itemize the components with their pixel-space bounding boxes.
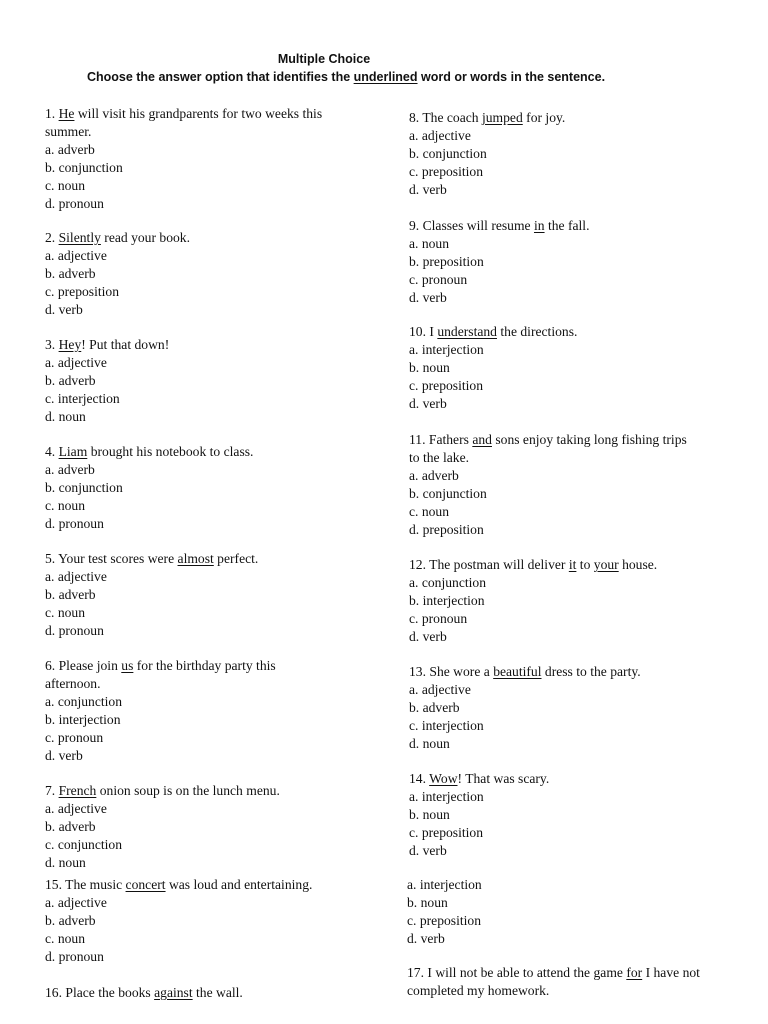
answer-option: b. interjection (45, 711, 121, 727)
answer-option: c. preposition (407, 912, 481, 928)
answer-option: c. pronoun (409, 610, 468, 626)
underlined-word: He (58, 106, 75, 121)
answer-option: a. adjective (45, 800, 107, 816)
answer-option: d. noun (45, 854, 86, 870)
underlined-word: against (154, 985, 193, 1000)
answer-option: a. adverb (45, 141, 95, 157)
answer-option: b. conjunction (45, 159, 123, 175)
answer-option: d. verb (409, 842, 447, 858)
stem-text: for joy. (522, 110, 566, 125)
answer-option: d. pronoun (45, 515, 104, 531)
stem-text: the directions. (496, 324, 578, 339)
underlined-word: beautiful (493, 664, 542, 679)
stem-text: for the birthday party this afternoon. (45, 658, 276, 691)
question-q4 (45, 443, 375, 533)
answer-option: c. preposition (409, 163, 483, 179)
question-stem (45, 984, 375, 1002)
answer-option: d. verb (409, 289, 447, 305)
answer-option: b. preposition (409, 253, 484, 269)
answer-option: b. adverb (45, 818, 96, 834)
answer-option: d. verb (409, 395, 447, 411)
answer-option: a. adjective (409, 127, 471, 143)
question-q10 (409, 323, 739, 413)
answer-option: a. interjection (407, 877, 482, 892)
question-q7 (45, 782, 375, 872)
answer-option: b. adverb (45, 912, 96, 928)
answer-option: c. noun (45, 177, 86, 193)
stem-text: 3. (45, 337, 59, 352)
answer-option: b. noun (409, 806, 450, 822)
underlined-word: for (626, 965, 643, 980)
underlined-word: Liam (58, 444, 88, 459)
answer-option: b. conjunction (409, 145, 487, 161)
answer-option: a. interjection (409, 788, 484, 804)
answer-option: d. verb (409, 181, 447, 197)
question-stem (409, 217, 739, 235)
question-stem (409, 556, 739, 574)
question-stem (45, 229, 375, 247)
answer-option: b. noun (409, 359, 450, 375)
stem-text: brought his notebook to class. (87, 444, 254, 459)
underlined-word: in (533, 218, 545, 233)
question-q3 (45, 336, 375, 426)
stem-text: the fall. (544, 218, 590, 233)
answer-option: d. noun (45, 408, 86, 424)
underlined-word: French (58, 783, 97, 798)
stem-text: 14. (409, 771, 430, 786)
question-stem (45, 443, 375, 461)
answer-option: d. pronoun (45, 948, 104, 964)
answer-option: d. verb (409, 628, 447, 644)
instructions-text-1: Choose the answer option that identifies the (86, 70, 354, 84)
answer-option: a. conjunction (45, 693, 123, 709)
question-stem (45, 550, 375, 568)
question-q17 (407, 964, 727, 1000)
question-stem (45, 657, 320, 693)
question-q9 (409, 217, 739, 307)
stem-text: 1. (45, 106, 59, 121)
answer-option: c. noun (409, 503, 450, 519)
underlined-word: it (568, 557, 577, 572)
answer-option: a. adjective (45, 568, 107, 584)
answer-option: c. interjection (45, 390, 120, 406)
stem-text: 11. Fathers (409, 432, 473, 447)
question-q6 (45, 657, 320, 764)
question-q2 (45, 229, 375, 319)
stem-text: ! That was scary. (457, 771, 550, 786)
stem-text: house. (618, 557, 658, 572)
stem-text: 8. The coach (409, 110, 482, 125)
underlined-word: concert (125, 877, 166, 892)
answer-option: a. adjective (45, 354, 107, 370)
stem-text: 13. She wore a (409, 664, 494, 679)
question-stem (45, 782, 375, 800)
stem-text: 2. (45, 230, 59, 245)
answer-option: b. interjection (409, 592, 485, 608)
question-stem (409, 109, 739, 127)
question-q11 (409, 431, 699, 538)
answer-option: a. interjection (409, 341, 484, 357)
stem-text: 5. Your test scores were (45, 551, 178, 566)
answer-option: d. preposition (409, 521, 484, 537)
underlined-word: Silently (58, 230, 101, 245)
stem-text: to (576, 557, 594, 572)
underlined-word: your (593, 557, 619, 572)
answer-option: c. preposition (409, 824, 483, 840)
answer-option: c. interjection (409, 717, 484, 733)
stem-text: 9. Classes will resume (409, 218, 534, 233)
question-stem (45, 105, 365, 141)
stem-text: will visit his grandparents for two weeks this summer. (45, 106, 323, 139)
answer-option: b. adverb (45, 586, 96, 602)
stem-text: dress to the party. (541, 664, 641, 679)
answer-option: d. pronoun (45, 622, 104, 638)
stem-text: 4. (45, 444, 59, 459)
answer-option: a. noun (409, 235, 450, 251)
answer-option: a. adjective (45, 247, 107, 263)
stem-text: 7. (45, 783, 59, 798)
answer-option: c. noun (45, 930, 86, 946)
question-q16opts (407, 876, 737, 948)
question-stem (409, 323, 739, 341)
answer-option: b. adverb (409, 699, 460, 715)
answer-option: a. adverb (409, 467, 459, 483)
underlined-word: jumped (481, 110, 523, 125)
question-q5 (45, 550, 375, 640)
underlined-word: understand (437, 324, 497, 339)
answer-option: d. noun (409, 735, 450, 751)
answer-option: c. pronoun (409, 271, 468, 287)
question-stem (45, 876, 375, 894)
stem-text: 16. Place the books (45, 985, 155, 1000)
stem-text: 17. I will not be able to attend the game (407, 965, 627, 980)
stem-text: I have not completed my homework. (407, 965, 700, 998)
answer-option: a. adverb (45, 461, 95, 477)
answer-option: d. verb (45, 301, 83, 317)
answer-option: a. conjunction (409, 574, 487, 590)
question-q1 (45, 105, 365, 212)
instructions-underlined: underlined (353, 70, 418, 84)
question-stem (409, 770, 739, 788)
stem-text: 6. Please join (45, 658, 122, 673)
answer-option: d. verb (45, 747, 83, 763)
underlined-word: almost (177, 551, 214, 566)
stem-text: ! Put that down! (81, 337, 170, 352)
question-q8 (409, 109, 739, 199)
answer-option: a. adjective (409, 681, 471, 697)
answer-option: c. noun (45, 604, 86, 620)
stem-text: perfect. (213, 551, 259, 566)
stem-text: 15. The music (45, 877, 126, 892)
answer-option: d. pronoun (45, 195, 104, 211)
page-title: Multiple Choice (277, 52, 371, 66)
stem-text: read your book. (100, 230, 190, 245)
answer-option: b. adverb (45, 265, 96, 281)
question-stem (409, 431, 699, 467)
stem-text: onion soup is on the lunch menu. (96, 783, 280, 798)
answer-option: c. noun (45, 497, 86, 513)
underlined-word: Wow (429, 771, 458, 786)
question-q14 (409, 770, 739, 860)
answer-option: a. adjective (45, 894, 107, 910)
stem-text: 12. The postman will deliver (409, 557, 569, 572)
question-q12 (409, 556, 739, 646)
answer-option: d. verb (407, 930, 445, 946)
stem-text: 10. I (409, 324, 438, 339)
question-q15 (45, 876, 375, 966)
answer-option: c. preposition (409, 377, 483, 393)
stem-text: was loud and entertaining. (165, 877, 313, 892)
underlined-word: Hey (58, 337, 82, 352)
question-q13 (409, 663, 739, 753)
question-stem (409, 663, 739, 681)
answer-option: b. noun (407, 894, 448, 910)
answer-option: b. conjunction (45, 479, 123, 495)
answer-option: c. preposition (45, 283, 119, 299)
answer-option: b. conjunction (409, 485, 487, 501)
instructions-text-2: word or words in the sentence. (417, 70, 606, 84)
answer-option: c. conjunction (45, 836, 123, 852)
question-stem (45, 336, 375, 354)
underlined-word: us (121, 658, 134, 673)
stem-text: sons enjoy taking long fishing trips to the lake. (409, 432, 687, 465)
answer-option: b. adverb (45, 372, 96, 388)
instructions (0, 68, 730, 86)
underlined-word: and (472, 432, 492, 447)
question-stem (407, 964, 727, 1000)
answer-option: c. pronoun (45, 729, 104, 745)
stem-text: the wall. (192, 985, 243, 1000)
question-q16 (45, 984, 375, 1002)
